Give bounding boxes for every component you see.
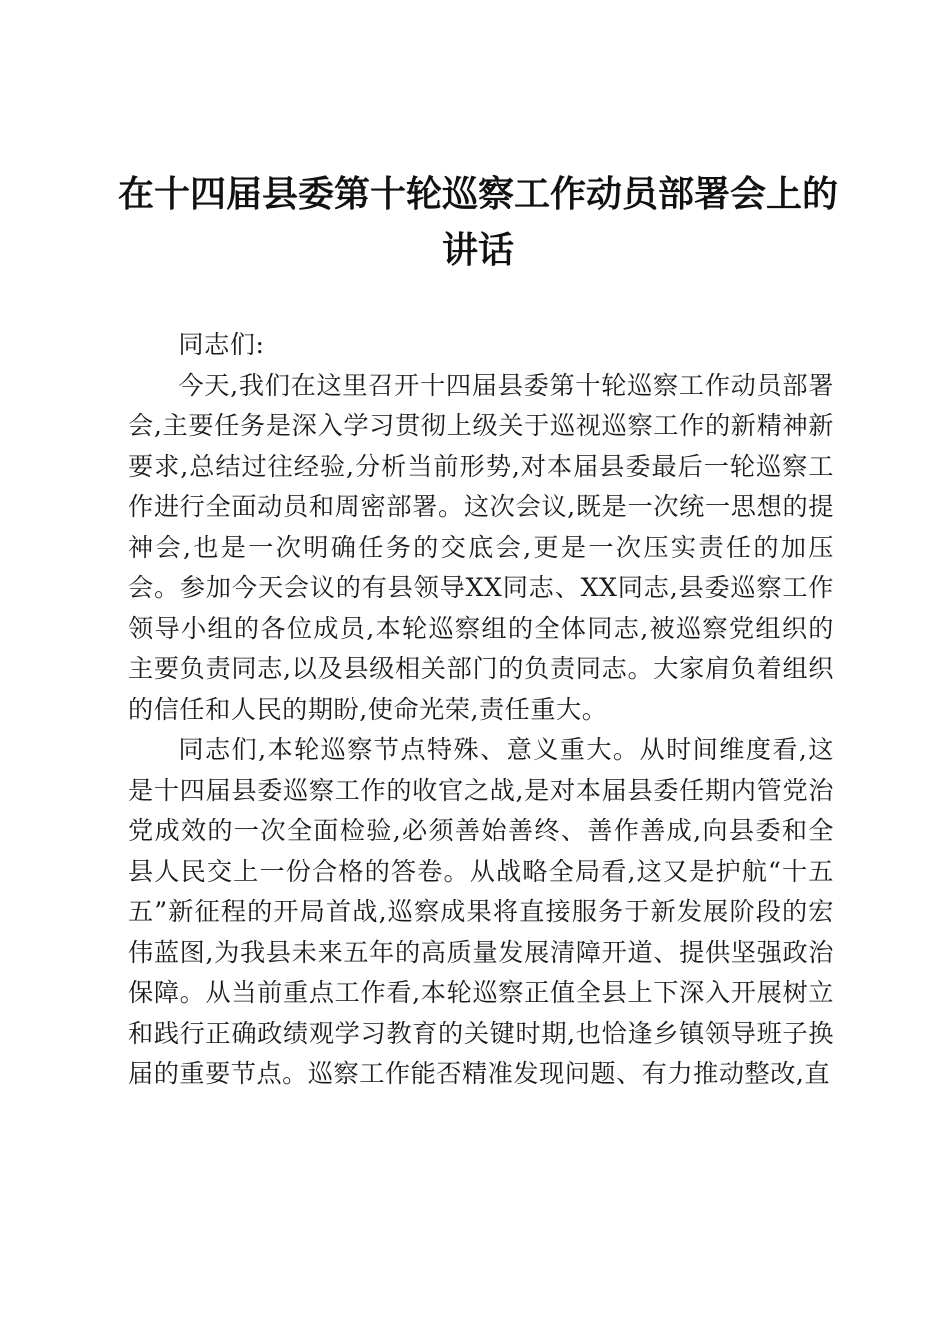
title-line-2: 讲话: [441, 229, 514, 271]
document-title: [118, 166, 838, 278]
paragraph-2: 同志们,本轮巡察节点特殊、意义重大。从时间维度看,这是十四届县委巡察工作的收官之战,是对本届县委任期内管党治党成效的一次全面检验,必须善始善终、善作善成,向县委和全县人民交上一份合格的答卷。从战略全局看,这又是护航“十五五”新征程的开局首战,巡察成果将直接服务于新发展阶段的宏伟蓝图,为我县未来五年的高质量发展清障开道、提供坚强政治保障。从当前重点工作看,本轮巡察正值全县上下深入开展树立和践行正确政绩观学习教育的关键时期,也恰逢乡镇领导班子换届的重要节点。巡察工作能否精准发现问题、有力推动整改,直: [128, 735, 834, 1088]
title-line-1: 在十四届县委第十轮巡察工作动员部署会上的: [118, 173, 839, 215]
document-body: [128, 325, 834, 1095]
paragraph-1: 今天,我们在这里召开十四届县委第十轮巡察工作动员部署会,主要任务是深入学习贯彻上级关于巡视巡察工作的新精神新要求,总结过往经验,分析当前形势,对本届县委最后一轮巡察工作进行全面动员和周密部署。这次会议,既是一次统一思想的提神会,也是一次明确任务的交底会,更是一次压实责任的加压会。参加今天会议的有县领导XX同志、XX同志,县委巡察工作领导小组的各位成员,本轮巡察组的全体同志,被巡察党组织的主要负责同志,以及县级相关部门的负责同志。大家肩负着组织的信任和人民的期盼,使命光荣,责任重大。: [128, 370, 834, 724]
salutation: 同志们:: [178, 330, 265, 359]
